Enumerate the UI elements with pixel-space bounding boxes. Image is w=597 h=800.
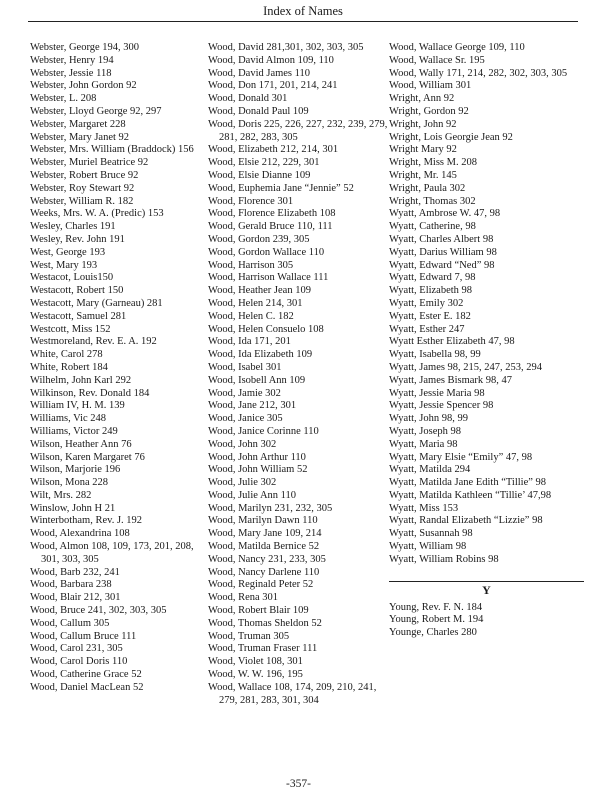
index-entry: Winslow, John H 21	[30, 502, 116, 514]
index-entry: Wyatt, James 98, 215, 247, 253, 294	[389, 361, 543, 373]
index-entry: Younge, Charles 280	[389, 627, 477, 639]
index-entry: Wood, John William 52	[208, 464, 308, 476]
index-entry: Wyatt, Joseph 98	[389, 425, 461, 437]
index-entry: Wood, David Almon 109, 110	[208, 54, 334, 66]
index-entry: Wilson, Marjorie 196	[30, 464, 121, 476]
index-entry: Wyatt, Edward “Ned” 98	[389, 259, 495, 271]
index-entry: Wood, Donald Paul 109	[208, 105, 309, 117]
index-entry: White, Robert 184	[30, 361, 108, 373]
index-entry: Wood, Reginald Peter 52	[208, 579, 314, 591]
index-entry: Wood, Donald 301	[208, 93, 288, 105]
index-entry: Wyatt, Charles Albert 98	[389, 233, 494, 245]
index-entry: Wyatt, Isabella 98, 99	[389, 349, 481, 361]
index-entry: Wood, Matilda Bernice 52	[208, 541, 320, 553]
index-entry: Wyatt, Ambrose W. 47, 98	[389, 208, 501, 220]
index-entry: Wyatt, James Bismark 98, 47	[389, 374, 513, 386]
index-entry: Wood, Nancy 231, 233, 305	[208, 553, 326, 565]
index-entry: Wood, Rena 301	[208, 592, 279, 604]
index-entry: Wood, Helen C. 182	[208, 310, 294, 322]
index-entry: Wood, Doris 225, 226, 227, 232, 239, 279, 281, 282, 283, 305	[208, 118, 388, 143]
index-entry: Wood, W. W. 196, 195	[208, 669, 303, 681]
index-entry: Wood, Daniel MacLean 52	[30, 681, 144, 693]
index-entry: Wood, Truman 305	[208, 630, 290, 642]
index-entry: Wood, Wally 171, 214, 282, 302, 303, 305	[389, 67, 568, 79]
page-header	[28, 4, 578, 22]
index-entry: Wyatt, Esther 247	[389, 323, 465, 335]
index-entry: Wesley, Charles 191	[30, 221, 116, 233]
index-entry: Wood, Elizabeth 212, 214, 301	[208, 144, 339, 156]
index-entry: Wood, Mary Jane 109, 214	[208, 528, 322, 540]
index-entry: Wood, Blair 212, 301	[30, 592, 121, 604]
index-entry: Wood, Jane 212, 301	[208, 400, 297, 412]
letter-heading: Y	[389, 581, 584, 598]
index-entry: Webster, Henry 194	[30, 54, 114, 66]
index-entry: Webster, John Gordon 92	[30, 80, 137, 92]
page-title: Index of Names	[263, 4, 343, 18]
index-entry: William IV, H. M. 139	[30, 400, 125, 412]
index-entry: Wood, Harrison Wallace 111	[208, 272, 329, 284]
index-entry: Wood, Ida Elizabeth 109	[208, 349, 313, 361]
index-entry: Wright, Lois Georgie Jean 92	[389, 131, 513, 143]
index-entry: Webster, Robert Bruce 92	[30, 169, 139, 181]
index-entry: Wood, Bruce 241, 302, 303, 305	[30, 605, 167, 617]
index-entry: Wood, William 301	[389, 80, 472, 92]
index-entry: Wood, Helen 214, 301	[208, 297, 303, 309]
index-entry: Wyatt, Jessie Spencer 98	[389, 400, 494, 412]
index-entry: Wood, Barb 232, 241	[30, 566, 120, 578]
index-entry: Wright, Paula 302	[389, 182, 466, 194]
index-entry: Wood, Catherine Grace 52	[30, 669, 142, 681]
index-entry: Webster, George 194, 300	[30, 42, 140, 53]
index-entry: Wood, Julie Ann 110	[208, 489, 297, 501]
index-entry: White, Carol 278	[30, 349, 103, 361]
index-entry: Wood, David James 110	[208, 67, 311, 79]
index-entry: Wood, Florence 301	[208, 195, 294, 207]
index-column-1	[30, 42, 210, 695]
index-entry: Wood, Callum Bruce 111	[30, 630, 137, 642]
index-entry: Wood, Isobell Ann 109	[208, 374, 306, 386]
index-entry: Wood, John Arthur 110	[208, 451, 306, 463]
index-entry: Wood, Heather Jean 109	[208, 285, 311, 297]
index-entry: Wood, Truman Fraser 111	[208, 643, 318, 655]
index-entry: Weeks, Mrs. W. A. (Predic) 153	[30, 208, 164, 220]
index-entry: Wood, Almon 108, 109, 173, 201, 208, 301, 303, 305	[30, 541, 194, 565]
index-entry: Wood, Florence Elizabeth 108	[208, 208, 336, 220]
page-number: -357-	[286, 778, 311, 790]
index-entry: Wood, Janice Corinne 110	[208, 425, 319, 437]
index-entry: Wesley, Rev. John 191	[30, 233, 125, 245]
index-entry: Wood, Barbara 238	[30, 579, 112, 591]
index-entry: Wilt, Mrs. 282	[30, 489, 92, 501]
index-entry: Wood, David 281,301, 302, 303, 305	[208, 42, 364, 53]
index-column-3-entries	[389, 42, 584, 567]
index-entry: Webster, William R. 182	[30, 195, 134, 207]
index-entry: Westacot, Louis150	[30, 272, 114, 284]
index-entry: Wyatt, Emily 302	[389, 297, 464, 309]
index-entry: Wood, Wallace Sr. 195	[389, 54, 485, 66]
index-column-3	[389, 42, 584, 640]
index-column-2	[208, 42, 388, 707]
index-entry: Wood, Gerald Bruce 110, 111	[208, 221, 333, 233]
index-entry: Westacott, Samuel 281	[30, 310, 127, 322]
index-entry: Wood, Wallace 108, 174, 209, 210, 241, 279, 281, 283, 301, 304	[208, 681, 377, 706]
index-entry: Wilson, Karen Margaret 76	[30, 451, 145, 463]
index-entry: Wyatt, Miss 153	[389, 502, 459, 514]
index-entry: Winterbotham, Rev. J. 192	[30, 515, 143, 527]
index-entry: Wood, Jamie 302	[208, 387, 281, 399]
index-entry: Wyatt, William 98	[389, 541, 467, 553]
index-entry: Wyatt, Matilda Jane Edith “Tillie” 98	[389, 477, 547, 489]
index-entry: Wood, Harrison 305	[208, 259, 294, 271]
index-entry: Wood, Elsie 212, 229, 301	[208, 157, 320, 169]
index-entry: Wood, Carol Doris 110	[30, 656, 128, 668]
index-entry: Wood, Wallace George 109, 110	[389, 42, 525, 53]
index-entry: Wilson, Mona 228	[30, 477, 109, 489]
index-entry: Wood, Isabel 301	[208, 361, 282, 373]
index-entry: Wyatt, Elizabeth 98	[389, 285, 473, 297]
index-entry: Wood, Don 171, 201, 214, 241	[208, 80, 338, 92]
index-entry: Webster, Lloyd George 92, 297	[30, 105, 162, 117]
index-entry: Wright Mary 92	[389, 144, 457, 156]
index-entry: Webster, L. 208	[30, 93, 97, 105]
index-column-3-after-entries	[389, 602, 584, 640]
index-entry: Webster, Mrs. William (Braddock) 156	[30, 144, 194, 156]
index-entry: Wright, Miss M. 208	[389, 157, 477, 169]
index-entry: Williams, Vic 248	[30, 413, 107, 425]
index-entry: Wyatt Esther Elizabeth 47, 98	[389, 336, 515, 348]
index-entry: Wyatt, Mary Elsie “Emily” 47, 98	[389, 451, 533, 463]
index-entry: Wyatt, William Robins 98	[389, 553, 499, 565]
index-entry: Wood, Gordon 239, 305	[208, 233, 310, 245]
index-entry: Young, Robert M. 194	[389, 614, 484, 626]
index-entry: Webster, Mary Janet 92	[30, 131, 130, 143]
index-entry: Wood, Carol 231, 305	[30, 643, 123, 655]
index-entry: Wood, Violet 108, 301	[208, 656, 303, 668]
index-entry: Wright, Thomas 302	[389, 195, 476, 207]
index-entry: Wyatt, Randal Elizabeth “Lizzie” 98	[389, 515, 543, 527]
index-entry: Wood, Janice 305	[208, 413, 283, 425]
index-entry: Wyatt, Susannah 98	[389, 528, 473, 540]
index-entry: Wood, Elsie Dianne 109	[208, 169, 311, 181]
index-entry: Westacott, Mary (Garneau) 281	[30, 297, 163, 309]
index-entry: Wood, Callum 305	[30, 617, 110, 629]
index-entry: Wood, Marilyn Dawn 110	[208, 515, 318, 527]
index-entry: Wyatt, Catherine, 98	[389, 221, 476, 233]
index-entry: Westcott, Miss 152	[30, 323, 111, 335]
index-entry: Wood, Nancy Darlene 110	[208, 566, 320, 578]
index-entry: Wyatt, Matilda Kathleen “Tillie’ 47,98	[389, 489, 552, 501]
index-entry: Wood, Euphemia Jane “Jennie” 52	[208, 182, 354, 194]
index-entry: Wilkinson, Rev. Donald 184	[30, 387, 150, 399]
index-entry: Wilhelm, John Karl 292	[30, 374, 132, 386]
index-entry: Wood, Ida 171, 201	[208, 336, 291, 348]
index-entry: Williams, Victor 249	[30, 425, 118, 437]
index-entry: Webster, Roy Stewart 92	[30, 182, 135, 194]
index-entry: Wright, Gordon 92	[389, 105, 469, 117]
index-entry: Webster, Margaret 228	[30, 118, 126, 130]
index-entry: Webster, Jessie 118	[30, 67, 112, 79]
index-entry: Wyatt, Matilda 294	[389, 464, 471, 476]
index-entry: Wyatt, John 98, 99	[389, 413, 468, 425]
index-entry: Wyatt, Edward 7, 98	[389, 272, 476, 284]
index-entry: Wyatt, Jessie Maria 98	[389, 387, 485, 399]
index-entry: Wood, Thomas Sheldon 52	[208, 617, 322, 629]
index-entry: Wood, Gordon Wallace 110	[208, 246, 325, 258]
index-entry: Wright, Ann 92	[389, 93, 455, 105]
index-entry: Wyatt, Maria 98	[389, 438, 458, 450]
index-entry: West, Mary 193	[30, 259, 98, 271]
index-entry: West, George 193	[30, 246, 106, 258]
index-entry: Wyatt, Darius William 98	[389, 246, 497, 258]
index-entry: Wood, Alexandrina 108	[30, 528, 130, 540]
index-entry: Wood, Marilyn 231, 232, 305	[208, 502, 333, 514]
index-entry: Young, Rev. F. N. 184	[389, 601, 483, 613]
index-entry: Wright, John 92	[389, 118, 457, 130]
index-entry: Westmoreland, Rev. E. A. 192	[30, 336, 157, 348]
index-entry: Wood, Robert Blair 109	[208, 605, 309, 617]
index-entry: Webster, Muriel Beatrice 92	[30, 157, 149, 169]
index-entry: Wood, Helen Consuelo 108	[208, 323, 324, 335]
index-entry: Wood, Julie 302	[208, 477, 277, 489]
index-entry: Wilson, Heather Ann 76	[30, 438, 132, 450]
index-entry: Wright, Mr. 145	[389, 169, 457, 181]
index-entry: Westacott, Robert 150	[30, 285, 124, 297]
index-entry: Wyatt, Ester E. 182	[389, 310, 471, 322]
index-entry: Wood, John 302	[208, 438, 277, 450]
